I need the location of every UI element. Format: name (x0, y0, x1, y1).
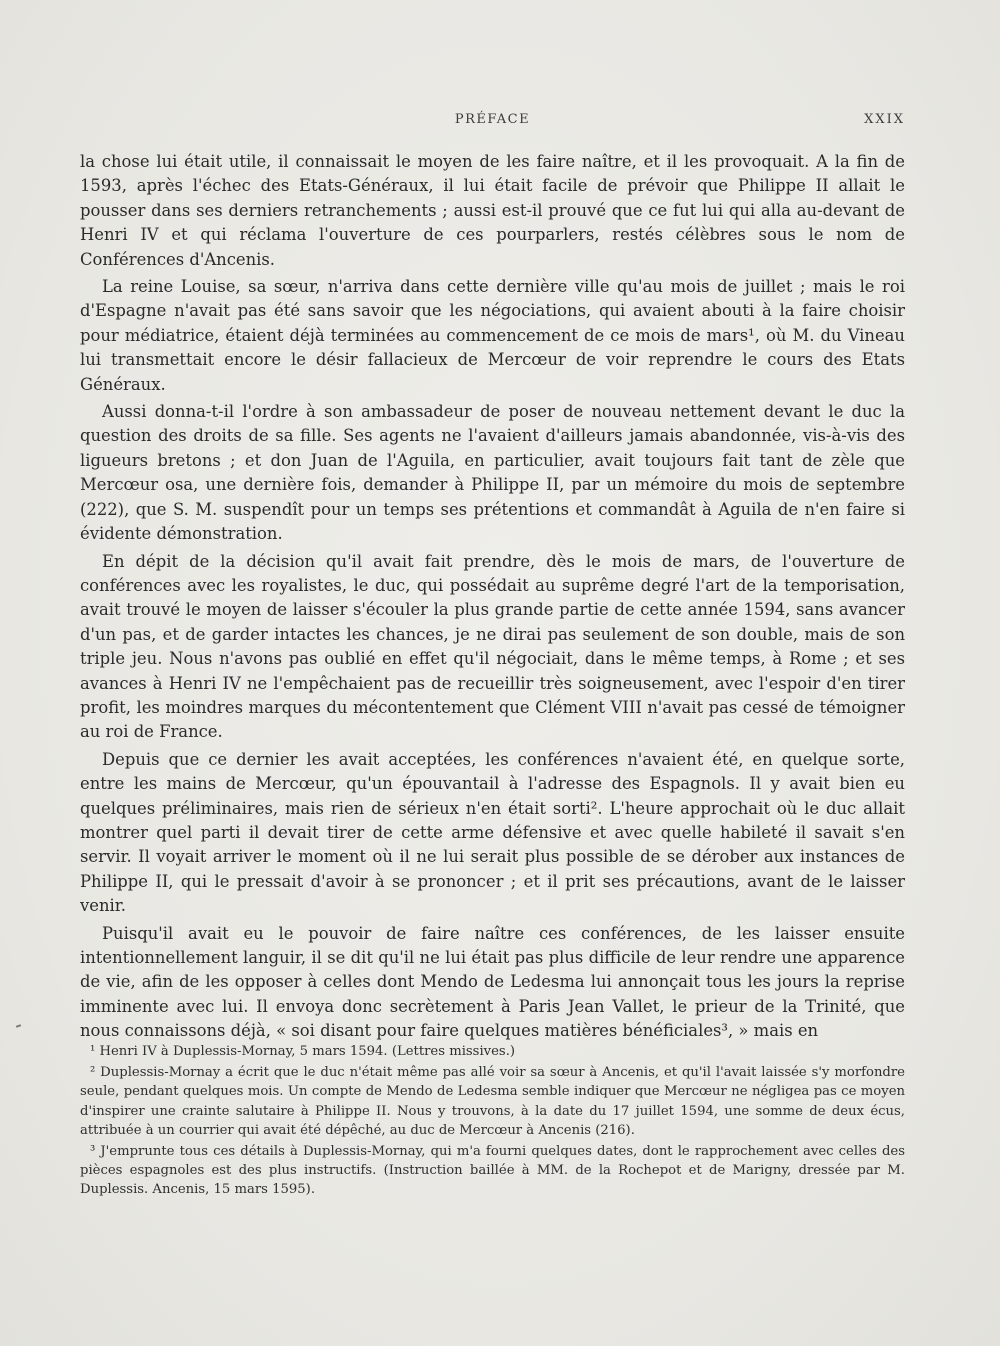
paragraph: La reine Louise, sa sœur, n'arriva dans cette dernière ville qu'au mois de juillet ; mais le roi d'Espagne n'avait pas été sans savoir que les négociations, qui avaient abouti à la faire choisir pour médiatrice, étaient déjà terminées au commencement de ce mois de mars¹, où M. du Vineau lui transmettait encore le désir fallacieux de Mercœur de voir reprendre le cours des Etats Généraux. (80, 277, 905, 394)
footnotes (80, 1042, 905, 1200)
running-title: PRÉFACE (454, 112, 531, 127)
page-header (80, 112, 905, 136)
paragraph: Depuis que ce dernier les avait acceptées, les conférences n'avaient été, en quelque sorte, entre les mains de Mercœur, qu'un épouvantail à l'adresse des Espagnols. Il y avait bien eu quelques préliminaires, mais rien de sérieux n'en était sorti². L'heure approchait où le duc allait montrer quel parti il devait tirer de cette arme défensive et avec quelle habileté il savait s'en servir. Il voyait arriver le moment où il ne lui serait plus possible de se dérober aux instances de Philippe II, qui le pressait d'avoir à se prononcer ; et il prit ses précautions, avant de le laisser venir. (80, 749, 905, 916)
margin-mark (16, 1024, 21, 1028)
page-number: XXIX (864, 112, 905, 127)
paragraph: Puisqu'il avait eu le pouvoir de faire naître ces conférences, de les laisser ensuite intentionnellement languir, il se dit qu'il ne lui était pas plus difficile de leur rendre une apparence de vie, afin de les opposer à celles dont Mendo de Ledesma lui annonçait tous les jours la reprise imminente avec lui. Il envoya donc secrètement à Paris Jean Vallet, le prieur de la Trinité, que nous connaissons déjà, « soi disant pour faire quelques matières bénéficiales³, » mais en (80, 923, 905, 1041)
paragraph: la chose lui était utile, il connaissait le moyen de les faire naître, et il les provoquait. A la fin de 1593, après l'échec des Etats-Généraux, il lui était facile de prévoir que Philippe II allait le pousser dans ses derniers retranchements ; aussi est-il prouvé que ce fut lui qui alla au-devant de Henri IV et qui réclama l'ouverture de ces pourparlers, restés célèbres sous le nom de Conférences d'Ancenis. (80, 152, 905, 269)
paragraph: En dépit de la décision qu'il avait fait prendre, dès le mois de mars, de l'ouverture de conférences avec les royalistes, le duc, qui possédait au suprême degré l'art de la temporisation, avait trouvé le moyen de laisser s'écouler la plus grande partie de cette année 1594, sans avancer d'un pas, et de garder intactes les chances, je ne dirai pas seulement de son double, mais de son triple jeu. Nous n'avons pas oublié en effet qu'il négociait, dans le même temps, à Rome ; et ses avances à Henri IV ne l'empêchaient pas de recueillir très soigneusement, avec l'espoir d'en tirer profit, les moindres marques du mécontentement que Clément VIII n'avait pas cessé de témoigner au roi de France. (80, 551, 905, 742)
footnote: ³ J'emprunte tous ces détails à Duplessis-Mornay, qui m'a fourni quelques dates, dont le rapprochement avec celles des pièces espagnoles est des plus instructifs. (Instruction baillée à MM. de la Rochepot et de Marigny, dressée par M. Duplessis. Ancenis, 15 mars 1595). (80, 1144, 905, 1198)
footnote: ¹ Henri IV à Duplessis-Mornay, 5 mars 1594. (Lettres missives.) (90, 1044, 516, 1059)
main-text (80, 150, 905, 1044)
paragraph: Aussi donna-t-il l'ordre à son ambassadeur de poser de nouveau nettement devant le duc la question des droits de sa fille. Ses agents ne l'avaient d'ailleurs jamais abandonnée, vis-à-vis des ligueurs bretons ; et don Juan de l'Aguila, en particulier, avait toujours fait tant de zèle que Mercœur osa, une dernière fois, demander à Philippe II, par un mémoire du mois de septembre (222), que S. M. suspendît pour un temps ses prétentions et commandât à Aguila de n'en faire si évidente démonstration. (80, 402, 905, 544)
footnote: ² Duplessis-Mornay a écrit que le duc n'était même pas allé voir sa sœur à Ancenis, et qu'il l'avait laissée s'y morfondre seule, pendant quelques mois. Un compte de Mendo de Ledesma semble indiquer que Mercœur ne négligea pas ce moyen d'inspirer une crainte salutaire à Philippe II. Nous y trouvons, à la date du 17 juillet 1594, une somme de deux écus, attribuée à un courrier qui avait été dépêché, au duc de Mercœur à Ancenis (216). (80, 1065, 905, 1138)
